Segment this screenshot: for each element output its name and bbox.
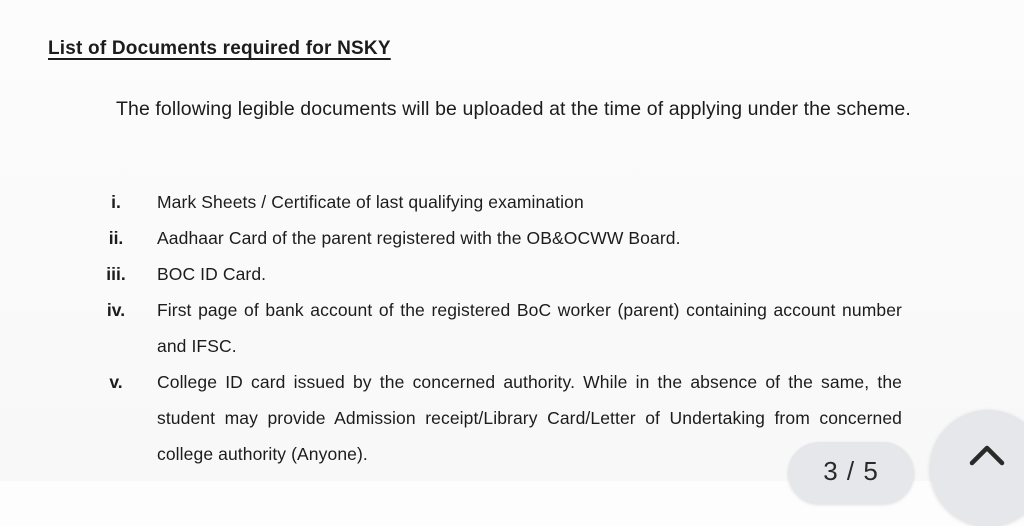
list-item-text: BOC ID Card. [157, 264, 267, 284]
list-item [0, 220, 1024, 256]
list-item-number: iii. [106, 264, 126, 284]
list-item-text: First page of bank account of the registered BoC worker (parent) containing account number and IFSC. [157, 300, 902, 356]
chevron-up-icon [968, 442, 1006, 468]
document-heading: List of Documents required for NSKY [48, 38, 391, 59]
list-item [0, 256, 1024, 292]
list-item-text: Mark Sheets / Certificate of last qualifying examination [157, 192, 584, 212]
list-item [0, 292, 1024, 364]
list-item-number: ii. [108, 228, 124, 248]
documents-list [0, 184, 1024, 472]
intro-paragraph: The following legible documents will be uploaded at the time of applying under the scheme. [116, 98, 911, 120]
list-item-number: iv. [106, 300, 126, 320]
list-item-text: Aadhaar Card of the parent registered with the OB&OCWW Board. [157, 228, 681, 248]
list-item-text: College ID card issued by the concerned authority. While in the absence of the same, the student may provide Admission receipt/Library Card/Letter of Undertaking from concerned college authority (Anyone). [157, 372, 902, 464]
page-indicator: 3 / 5 [788, 442, 914, 504]
list-item-number: i. [111, 192, 121, 212]
list-item [0, 184, 1024, 220]
list-item-number: v. [109, 372, 123, 392]
